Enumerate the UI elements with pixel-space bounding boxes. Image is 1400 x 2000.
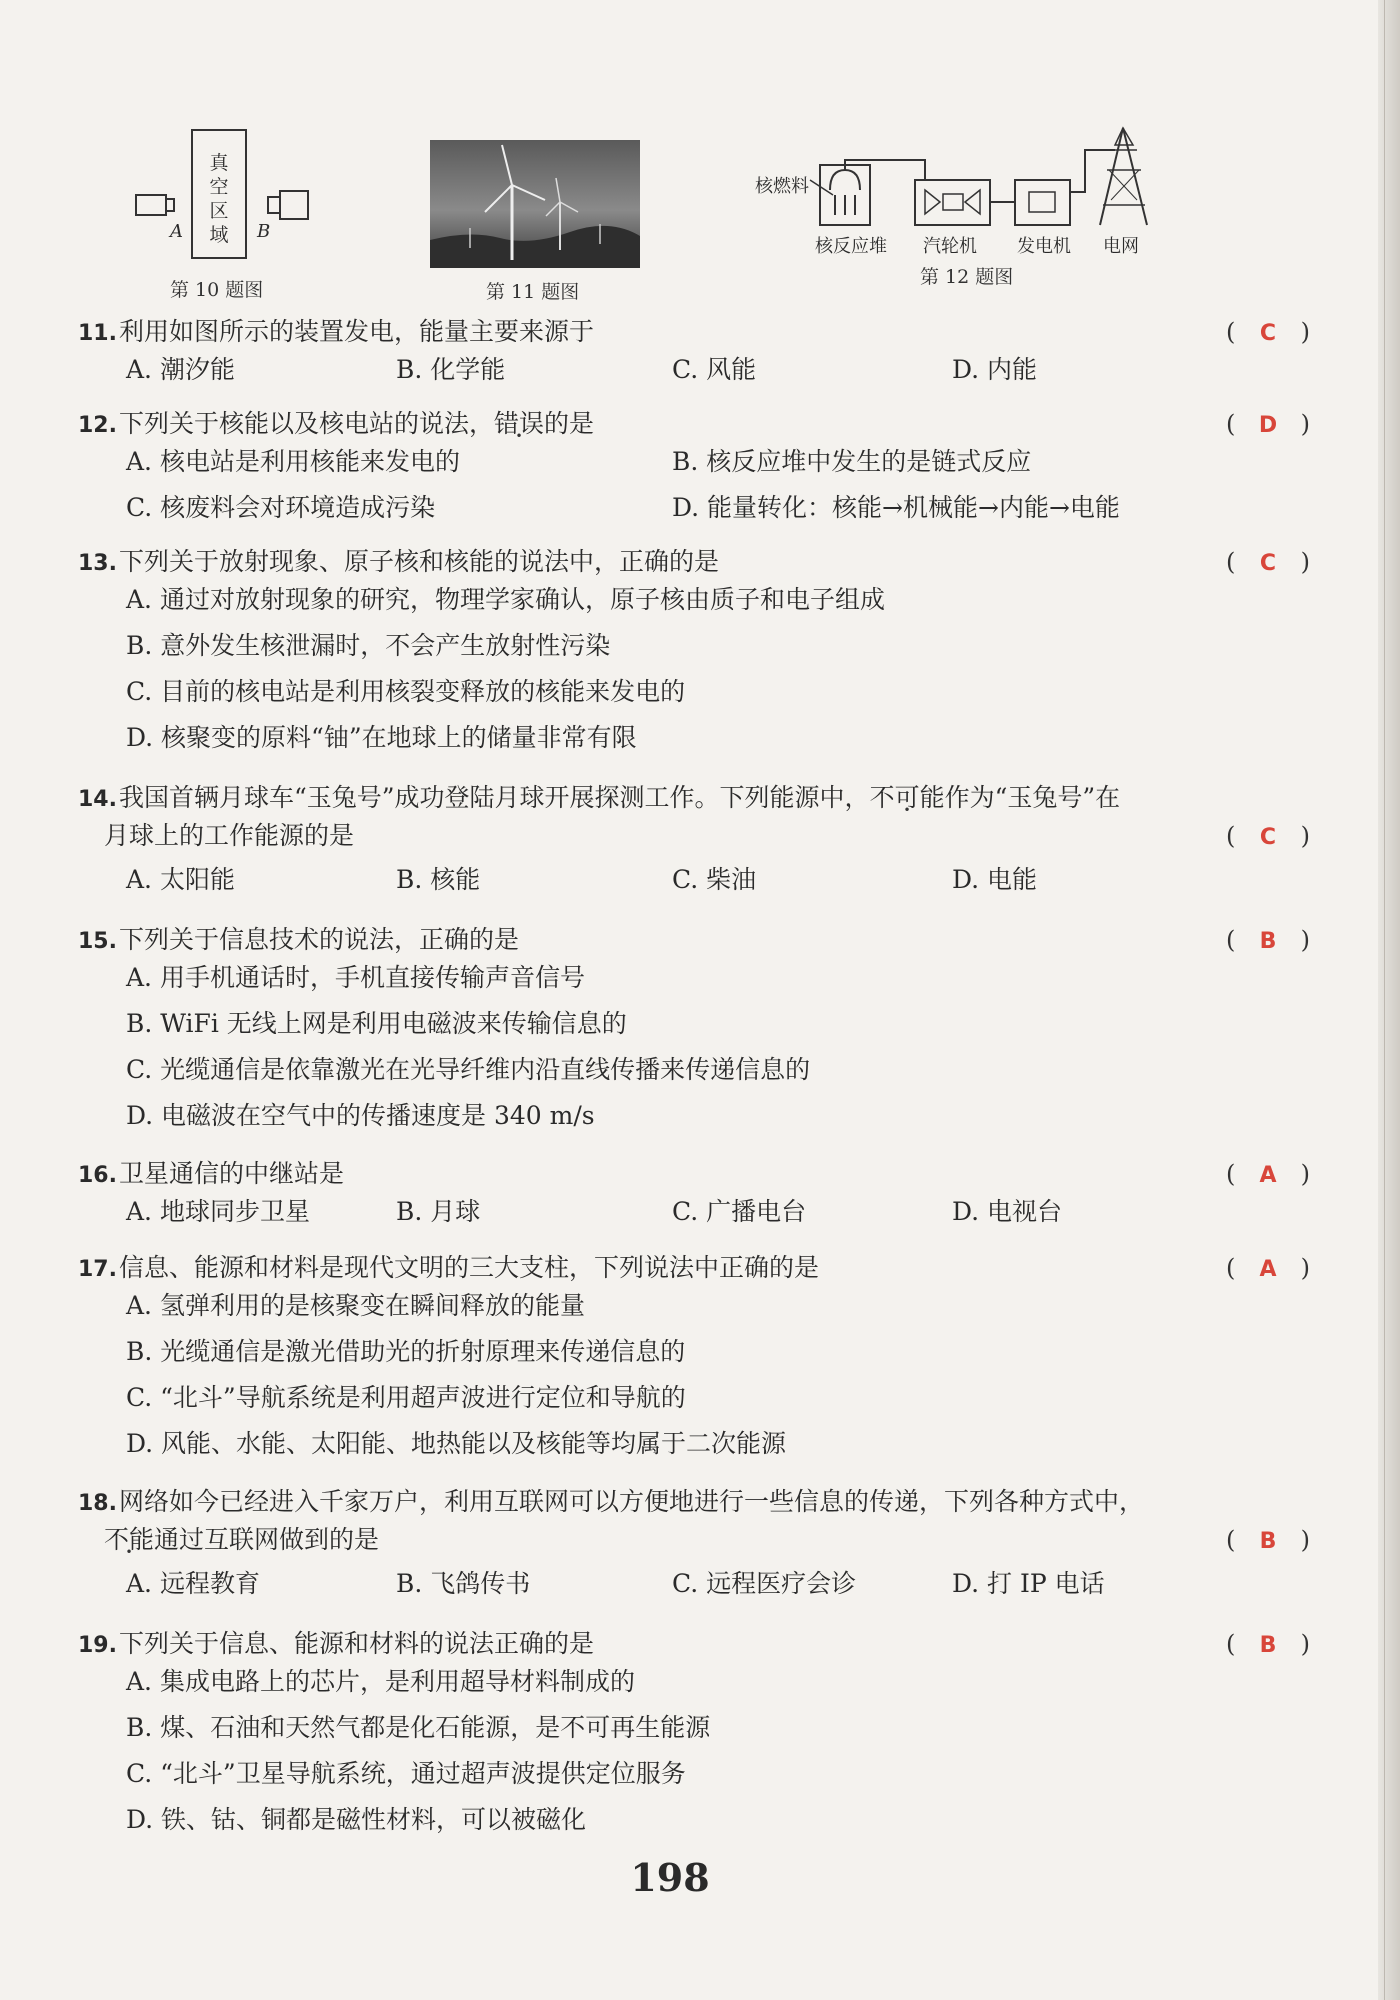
answer-letter: B: [1259, 1529, 1277, 1554]
figure-12: [755, 120, 1195, 295]
turbine-label: 汽轮机: [923, 236, 977, 257]
question-18: [78, 1484, 1310, 1612]
option-b: B. 意外发生核泄漏时，不会产生放射性污染: [126, 631, 611, 660]
question-14: [78, 780, 1310, 908]
figures-row: [0, 125, 1400, 303]
question-17: [78, 1250, 1310, 1472]
option-d: D. 核聚变的原料“铀”在地球上的储量非常有限: [126, 723, 637, 752]
option-d: D. 能量转化：核能→机械能→内能→电能: [672, 493, 1120, 522]
figure-10: [130, 125, 330, 301]
option-c: C. “北斗”导航系统是利用超声波进行定位和导航的: [126, 1383, 686, 1412]
label-b: B: [257, 221, 271, 242]
answer-bracket: ( C ): [1226, 544, 1310, 582]
answer-letter: B: [1259, 1633, 1277, 1658]
question-number: 11.: [78, 321, 117, 346]
question-stem: 卫星通信的中继站是: [118, 1159, 344, 1188]
question-number: 15.: [78, 929, 117, 954]
answer-bracket: ( A ): [1226, 1250, 1310, 1288]
question-12: [78, 406, 1310, 536]
question-stem: 下列关于信息技术的说法，正确的是: [118, 925, 519, 954]
answer-bracket: ( A ): [1226, 1156, 1310, 1194]
answer-letter: A: [1259, 1163, 1277, 1188]
option-c: C. 目前的核电站是利用核裂变释放的核能来发电的: [126, 677, 686, 706]
option-a: A. 核电站是利用核能来发电的: [126, 447, 460, 476]
emphasis-dots: 错误: [494, 409, 545, 438]
figure-12-caption: 第 12 题图: [920, 266, 1014, 288]
question-15: [78, 922, 1310, 1144]
option-d: D. 电磁波在空气中的传播速度是 340 m/s: [126, 1101, 595, 1130]
wind-turbine-photo: [430, 140, 640, 268]
question-number: 19.: [78, 1633, 117, 1658]
question-16: [78, 1156, 1310, 1240]
option-d: D. 铁、钴、铜都是磁性材料，可以被磁化: [126, 1805, 587, 1834]
question-number: 12.: [78, 413, 117, 438]
answer-bracket: ( C ): [1226, 314, 1310, 352]
options-row: [126, 352, 1310, 398]
question-stem: 下列关于信息、能源和材料的说法正确的是: [118, 1629, 594, 1658]
option-a: A. 潮汐能: [126, 355, 235, 384]
question-stem: 网络如今已经进入千家万户，利用互联网可以方便地进行一些信息的传递，下列各种方式中，: [118, 1487, 1144, 1516]
vacuum-label: 真空区域: [209, 152, 229, 246]
question-stem-continued: 月球上的工作能源的是: [104, 821, 355, 850]
answer-letter: C: [1259, 551, 1277, 576]
options-row: [126, 444, 1310, 490]
question-number: 13.: [78, 551, 117, 576]
question-11: [78, 314, 1310, 398]
emphasis-text: 不可能: [869, 783, 945, 812]
option-a: A. 太阳能: [126, 865, 235, 894]
answer-bracket: ( C ): [1226, 818, 1310, 856]
question-stem: 信息、能源和材料是现代文明的三大支柱，下列说法中正确的是: [118, 1253, 819, 1282]
generator-label: 发电机: [1017, 236, 1071, 257]
option-a: A. 地球同步卫星: [126, 1197, 310, 1226]
answer-letter: C: [1259, 825, 1277, 850]
label-a: A: [170, 221, 183, 242]
option-c: C. 光缆通信是依靠激光在光导纤维内沿直线传播来传递信息的: [126, 1055, 811, 1084]
option-b: B. 核反应堆中发生的是链式反应: [672, 447, 1032, 476]
question-stem: 我国首辆月球车“玉兔号”成功登陆月球开展探测工作。下列能源中，: [118, 783, 870, 812]
option-b: B. 化学能: [396, 355, 506, 384]
option-d: D. 内能: [952, 355, 1038, 384]
question-stem: 利用如图所示的装置发电，能量主要来源于: [118, 317, 594, 346]
option-d: D. 打 IP 电话: [952, 1569, 1105, 1598]
option-a: A. 通过对放射现象的研究，物理学家确认，原子核由质子和电子组成: [126, 585, 885, 614]
question-stem-end: 作为“玉兔号”在: [944, 783, 1121, 812]
option-c: C. 核废料会对环境造成污染: [126, 493, 436, 522]
grid-label: 电网: [1103, 236, 1139, 257]
question-number: 16.: [78, 1163, 117, 1188]
option-b: B. 煤、石油和天然气都是化石能源，是不可再生能源: [126, 1713, 711, 1742]
question-stem-continued: 通过互联网做到的是: [154, 1525, 380, 1554]
option-b: B. 飞鸽传书: [396, 1569, 531, 1598]
option-b: B. 光缆通信是激光借助光的折射原理来传递信息的: [126, 1337, 686, 1366]
option-a: A. 远程教育: [126, 1569, 260, 1598]
figure-11-caption: 第 11 题图: [486, 281, 580, 303]
option-c: C. “北斗”卫星导航系统，通过超声波提供定位服务: [126, 1759, 686, 1788]
answer-letter: D: [1258, 413, 1278, 438]
question-number: 14.: [78, 787, 117, 812]
nuclear-fuel-label: 核燃料: [755, 176, 809, 197]
answer-bracket: ( B ): [1226, 1626, 1310, 1664]
option-d: D. 风能、水能、太阳能、地热能以及核能等均属于二次能源: [126, 1429, 787, 1458]
option-c: C. 远程医疗会诊: [672, 1569, 857, 1598]
option-b: B. 核能: [396, 865, 481, 894]
option-d: D. 电能: [952, 865, 1038, 894]
option-a: A. 氢弹利用的是核聚变在瞬间释放的能量: [126, 1291, 585, 1320]
option-b: B. 月球: [396, 1197, 481, 1226]
reactor-label: 核反应堆: [815, 236, 887, 257]
answer-letter: C: [1259, 321, 1277, 346]
option-a: A. 用手机通话时，手机直接传输声音信号: [126, 963, 585, 992]
nuclear-plant-diagram: [755, 120, 1195, 250]
question-number: 17.: [78, 1257, 117, 1282]
page-edge: [1378, 0, 1400, 2000]
option-c: C. 风能: [672, 355, 757, 384]
options-row: [126, 1566, 1310, 1612]
emphasis-text: [494, 409, 544, 438]
option-c: C. 柴油: [672, 865, 757, 894]
answer-letter: A: [1259, 1257, 1277, 1282]
answer-bracket: ( B ): [1226, 1522, 1310, 1560]
answer-bracket: ( B ): [1226, 922, 1310, 960]
options-row: [126, 490, 1310, 536]
question-stem-line2: [104, 818, 1310, 862]
options-row: [126, 862, 1310, 908]
question-stem: 下列关于放射现象、原子核和核能的说法中，正确的是: [118, 547, 719, 576]
question-stem: 下列关于核能以及核电站的说法，: [118, 409, 494, 438]
question-19: [78, 1626, 1310, 1848]
option-d: D. 电视台: [952, 1197, 1063, 1226]
figure-11: [430, 140, 640, 303]
options-row: [126, 1194, 1310, 1240]
page-number: 198: [630, 1855, 710, 1900]
emphasis-text: 不能: [104, 1525, 155, 1554]
figure-10-caption: 第 10 题图: [170, 279, 264, 301]
question-13: [78, 544, 1310, 766]
question-stem-end: 的是: [544, 409, 595, 438]
option-b: B. WiFi 无线上网是利用电磁波来传输信息的: [126, 1009, 627, 1038]
option-a: A. 集成电路上的芯片，是利用超导材料制成的: [126, 1667, 635, 1696]
answer-letter: B: [1259, 929, 1277, 954]
answer-bracket: ( D ): [1226, 406, 1310, 444]
question-stem-line2: [104, 1522, 1310, 1566]
option-c: C. 广播电台: [672, 1197, 807, 1226]
question-number: 18.: [78, 1491, 117, 1516]
